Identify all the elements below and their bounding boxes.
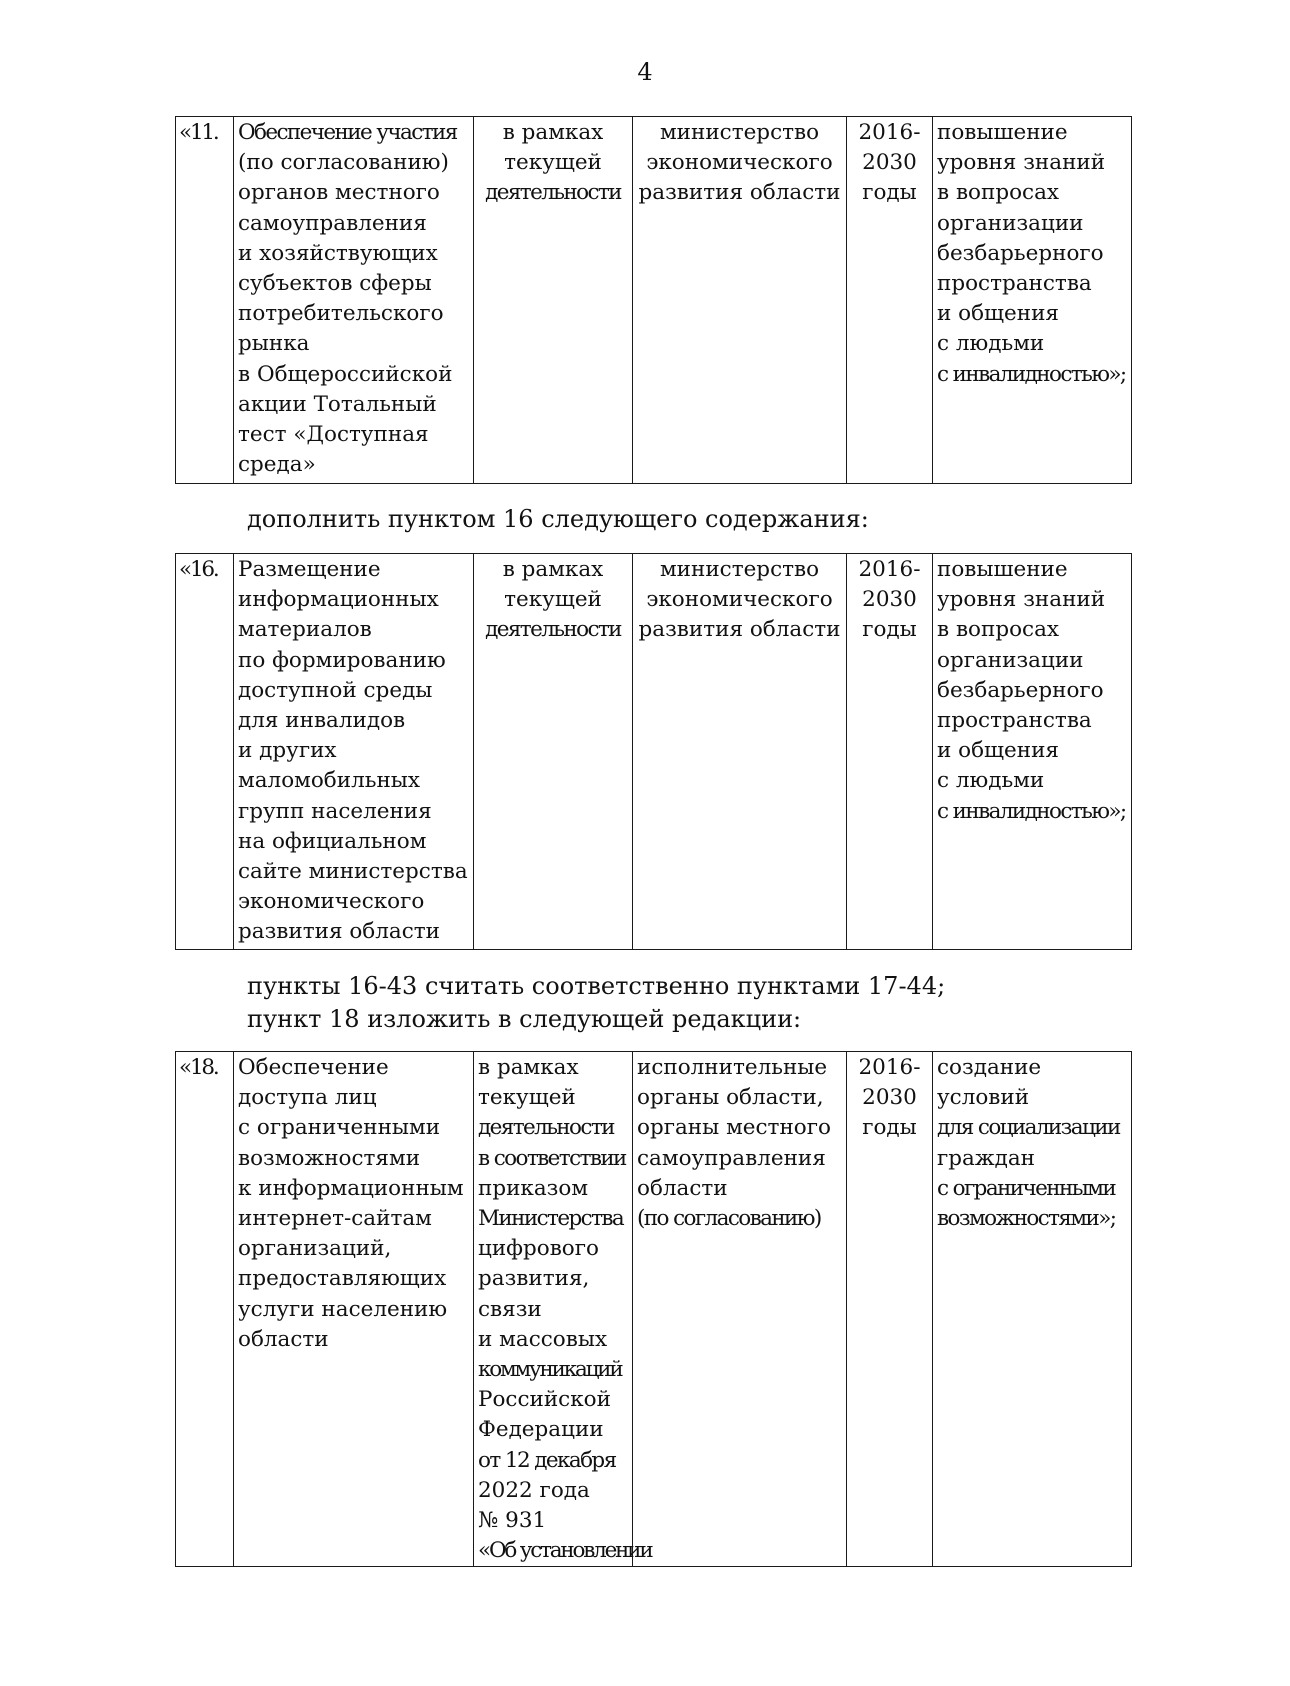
cell-line: (по согласованию) — [637, 1206, 821, 1232]
cell-line: условий — [937, 1085, 1030, 1111]
cell-line: интернет-сайтам — [238, 1206, 432, 1232]
table-item-11 — [175, 116, 1132, 484]
cell-line: пространства — [937, 708, 1092, 734]
cell-line: № 931 — [478, 1508, 547, 1534]
cell-line: повышение — [937, 120, 1068, 145]
table-row — [176, 554, 1132, 950]
cell-line: на официальном — [238, 828, 427, 854]
cell-line: цифрового — [478, 1236, 599, 1262]
cell-line: 2016- — [858, 120, 921, 145]
item-funding — [474, 117, 633, 484]
item-number — [176, 117, 234, 484]
cell-line: развития области — [238, 919, 440, 945]
cell-line: с инвалидностью»; — [937, 361, 1126, 387]
cell-line: в рамках — [502, 557, 604, 582]
item-executor — [633, 117, 847, 484]
cell-line: деятельности — [478, 1115, 614, 1141]
item-period — [847, 117, 933, 484]
cell-line: акции Тотальный — [238, 391, 437, 417]
cell-line: в вопросах — [937, 617, 1060, 643]
cell-line: 2030 — [862, 587, 917, 613]
cell-line: материалов — [238, 617, 372, 643]
cell-line: 2030 — [862, 1085, 917, 1111]
table-row — [176, 117, 1132, 484]
table-item-18 — [175, 1051, 1132, 1567]
cell-line: для социализации — [937, 1115, 1120, 1141]
item-number — [176, 554, 234, 950]
cell-line: текущей — [504, 587, 602, 613]
cell-line: (по согласованию) — [238, 150, 449, 176]
cell-line: в вопросах — [937, 180, 1060, 206]
cell-line: возможностями»; — [937, 1206, 1116, 1232]
item-description — [234, 117, 474, 484]
cell-line: организации — [937, 647, 1084, 673]
cell-line: и общения — [937, 738, 1059, 764]
cell-line: субъектов сферы — [238, 271, 432, 297]
cell-line: в рамках — [478, 1055, 579, 1080]
cell-line: экономического — [238, 889, 425, 915]
cell-line: граждан — [937, 1145, 1036, 1171]
cell-line: сайте министерства — [238, 859, 468, 885]
cell-line: Министерства — [478, 1206, 624, 1232]
item-description — [234, 554, 474, 950]
cell-line: групп населения — [238, 798, 432, 824]
cell-line: министерство — [659, 557, 820, 582]
table-row — [176, 1052, 1132, 1567]
cell-line: для инвалидов — [238, 708, 406, 734]
cell-line: связи — [478, 1296, 542, 1322]
cell-line: с ограниченными — [238, 1115, 441, 1141]
cell-line: и хозяйствующих — [238, 240, 438, 266]
cell-line: в соответствии — [478, 1145, 626, 1171]
cell-line: органы области, — [637, 1085, 824, 1111]
cell-line: органы местного — [637, 1115, 831, 1141]
item-period — [847, 554, 933, 950]
cell-line: возможностями — [238, 1145, 421, 1171]
paragraph-add-item-16: дополнить пунктом 16 следующего содержания: — [247, 505, 869, 533]
cell-line: Федерации — [478, 1417, 604, 1443]
cell-line: годы — [862, 617, 917, 643]
cell-line: доступа лиц — [238, 1085, 377, 1111]
item-executor — [633, 1052, 847, 1567]
cell-line: развития области — [638, 180, 841, 206]
cell-line: организаций, — [238, 1236, 392, 1262]
cell-line: к информационным — [238, 1175, 464, 1201]
cell-line: тест «Доступная — [238, 422, 429, 448]
item-period — [847, 1052, 933, 1567]
cell-line: 2016- — [858, 557, 921, 582]
cell-line: приказом — [478, 1175, 589, 1201]
paragraph-item-18-edit: пункт 18 изложить в следующей редакции: — [247, 1005, 802, 1033]
item-number-text: «16. — [179, 557, 218, 582]
cell-line: самоуправления — [637, 1145, 826, 1171]
cell-line: деятельности — [485, 617, 621, 643]
cell-line: Обеспечение — [238, 1055, 389, 1080]
cell-line: коммуникаций — [478, 1357, 622, 1383]
cell-line: с людьми — [937, 768, 1045, 794]
cell-line: повышение — [937, 557, 1068, 582]
cell-line: уровня знаний — [937, 587, 1106, 613]
cell-line: пространства — [937, 271, 1092, 297]
cell-line: услуги населению — [238, 1296, 448, 1322]
cell-line: в Общероссийской — [238, 361, 453, 387]
cell-line: безбарьерного — [937, 677, 1104, 703]
cell-line: в рамках — [502, 120, 604, 145]
cell-line: доступной среды — [238, 677, 433, 703]
cell-line: экономического — [646, 587, 833, 613]
cell-line: Размещение — [238, 557, 381, 582]
cell-line: самоуправления — [238, 210, 427, 236]
cell-line: организации — [937, 210, 1084, 236]
cell-line: исполнительные — [637, 1055, 828, 1080]
cell-line: безбарьерного — [937, 240, 1104, 266]
cell-line: развития области — [638, 617, 841, 643]
cell-line: и массовых — [478, 1326, 608, 1352]
cell-line: области — [238, 1326, 329, 1352]
cell-line: рынка — [238, 331, 310, 357]
cell-line: Российской — [478, 1387, 611, 1413]
item-executor — [633, 554, 847, 950]
cell-line: экономического — [646, 150, 833, 176]
cell-line: 2016- — [858, 1055, 921, 1080]
cell-line: среда» — [238, 452, 316, 478]
cell-line: и других — [238, 738, 337, 764]
cell-line: предоставляющих — [238, 1266, 447, 1292]
cell-line: информационных — [238, 587, 439, 613]
cell-line: текущей — [478, 1085, 576, 1111]
item-funding — [474, 554, 633, 950]
item-result — [933, 1052, 1132, 1567]
cell-line: Обеспечение участия — [238, 120, 457, 145]
cell-line: годы — [862, 180, 917, 206]
cell-line: 2022 года — [478, 1477, 590, 1503]
cell-line: с людьми — [937, 331, 1045, 357]
cell-line: органов местного — [238, 180, 440, 206]
paragraph-renumber: пункты 16-43 считать соответственно пунктами 17-44; — [247, 972, 946, 1000]
cell-line: развития, — [478, 1266, 590, 1292]
cell-line: деятельности — [485, 180, 621, 206]
cell-line: от 12 декабря — [478, 1447, 616, 1473]
item-funding — [474, 1052, 652, 1567]
cell-line: министерство — [659, 120, 820, 145]
item-result — [933, 117, 1132, 484]
cell-line: 2030 — [862, 150, 917, 176]
cell-line: и общения — [937, 301, 1059, 327]
cell-line: потребительского — [238, 301, 444, 327]
item-number-text: «18. — [179, 1055, 218, 1080]
cell-line: «Об установлении — [478, 1538, 652, 1564]
page-number: 4 — [637, 58, 653, 86]
cell-line: создание — [937, 1055, 1042, 1080]
table-item-16 — [175, 553, 1132, 950]
cell-line: с ограниченными — [937, 1175, 1116, 1201]
cell-line: по формированию — [238, 647, 446, 673]
cell-line: годы — [862, 1115, 917, 1141]
item-number-text: «11. — [179, 120, 218, 145]
cell-line: области — [637, 1175, 728, 1201]
cell-line: с инвалидностью»; — [937, 798, 1126, 824]
item-number — [176, 1052, 234, 1567]
cell-line: текущей — [504, 150, 602, 176]
cell-line: маломобильных — [238, 768, 421, 794]
cell-line: уровня знаний — [937, 150, 1106, 176]
item-description — [234, 1052, 474, 1567]
item-result — [933, 554, 1132, 950]
